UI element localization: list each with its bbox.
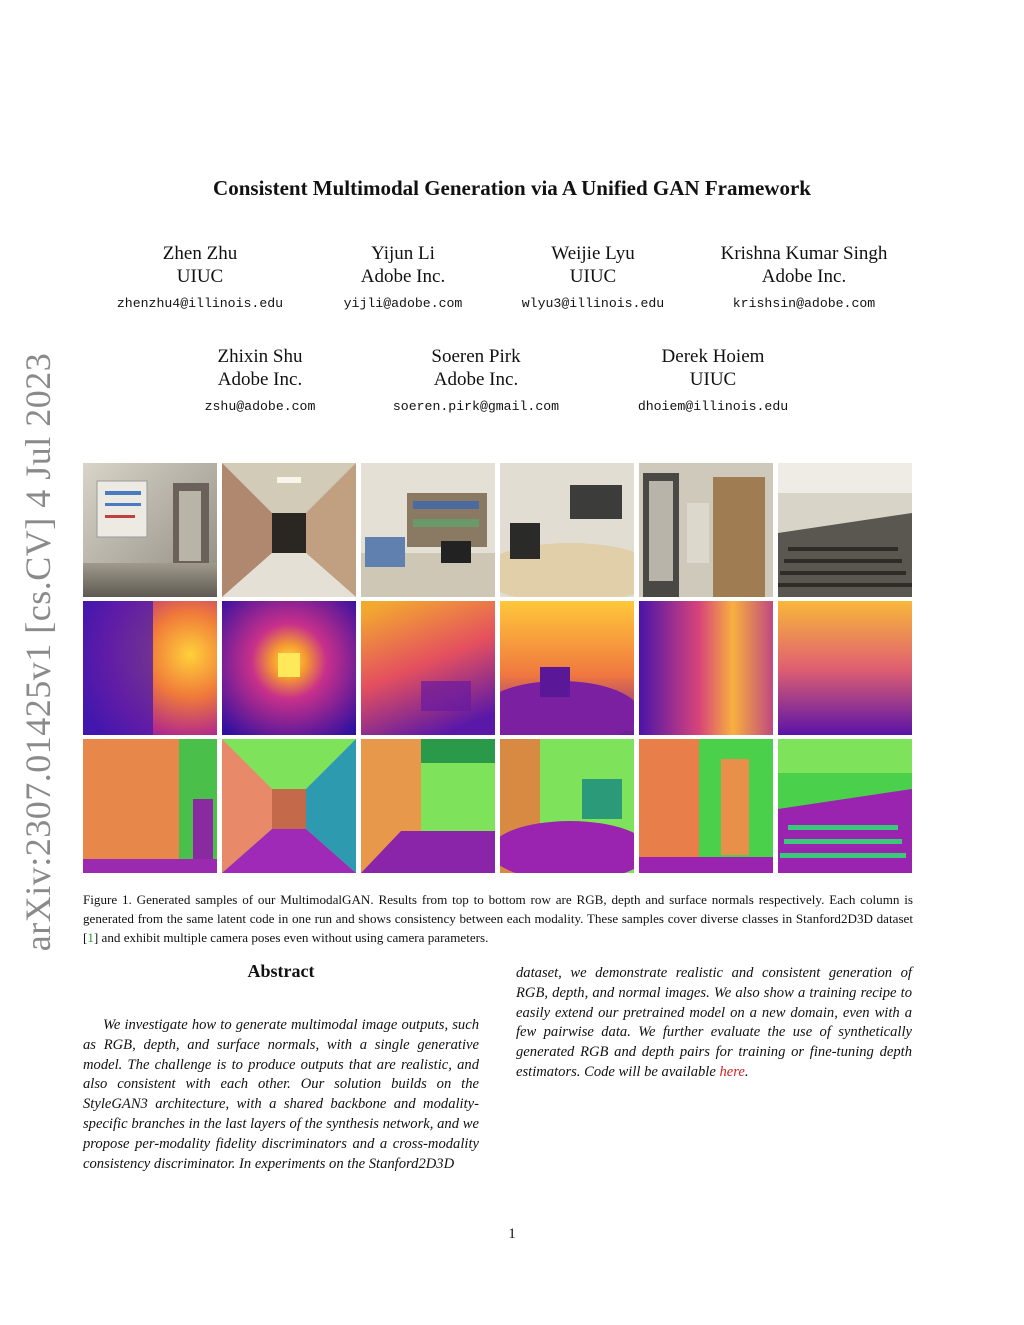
author-affiliation: Adobe Inc. — [360, 266, 446, 287]
author-block — [140, 345, 380, 414]
author-affiliation: Adobe Inc. — [761, 266, 847, 287]
author-name: Derek Hoiem — [661, 346, 765, 367]
author-email: zshu@adobe.com — [204, 399, 316, 414]
normals-sample-1 — [83, 739, 217, 873]
rgb-sample-2 — [222, 463, 356, 597]
normals-sample-3 — [361, 739, 495, 873]
author-email: yijli@adobe.com — [343, 296, 463, 311]
abstract-right-text: dataset, we demonstrate realistic and consistent generation of RGB, depth, and normal images. We also show a training recipe to easily extend our pretrained model on a new domain, even with a few pairwise data. We further evaluate the use of synthetically generated RGB and depth pairs for training or fine-tuning depth estimators. Code will be available — [516, 965, 912, 1080]
depth-sample-1 — [83, 601, 217, 735]
author-email: krishsin@adobe.com — [732, 296, 876, 311]
rgb-sample-3 — [361, 463, 495, 597]
depth-sample-3 — [361, 601, 495, 735]
normals-sample-5 — [639, 739, 773, 873]
author-name: Krishna Kumar Singh — [720, 243, 888, 264]
depth-sample-2 — [222, 601, 356, 735]
author-email: soeren.pirk@gmail.com — [392, 399, 560, 414]
citation-link[interactable]: 1 — [87, 930, 94, 945]
author-block — [473, 242, 713, 311]
caption-text-end: ] and exhibit multiple camera poses even without using camera parameters. — [93, 930, 489, 945]
code-link[interactable]: here — [719, 1063, 745, 1080]
abstract-right-column — [516, 964, 912, 1083]
page-number: 1 — [508, 1226, 516, 1242]
author-block — [356, 345, 596, 414]
figure-caption — [83, 890, 913, 947]
author-name: Zhixin Shu — [217, 346, 303, 367]
abstract-left-column: We investigate how to generate multimodal image outputs, such as RGB, depth, and surface normals, with a single generative model. The challenge is to produce outputs that are realistic, and also consistent with each other. Our solution builds on the StyleGAN3 architecture, with a shared backbone and modality-specific branches in the last layers of the synthesis network, and we propose per-modality fidelity discriminators and a cross-modality consistency discriminator. In experiments on the Stanford2D3D — [83, 1017, 479, 1172]
depth-sample-5 — [639, 601, 773, 735]
caption-text: Figure 1. Generated samples of our MultimodalGAN. Results from top to bottom row are RGB, depth and surface normals respectively. Each column is generated from the same latent code in one run and shows consistency between each modality. These samples cover diverse classes in Stanford2D3D dataset [ — [83, 892, 913, 945]
author-affiliation: UIUC — [689, 369, 737, 390]
author-name: Weijie Lyu — [551, 243, 635, 264]
arxiv-id: arXiv:2307.01425v1 [cs.CV] 4 Jul 2023 — [18, 352, 58, 952]
rgb-sample-6 — [778, 463, 912, 597]
abstract-heading: Abstract — [247, 961, 315, 981]
author-email: wlyu3@illinois.edu — [521, 296, 665, 311]
author-email: dhoiem@illinois.edu — [637, 399, 789, 414]
normals-sample-6 — [778, 739, 912, 873]
author-affiliation: Adobe Inc. — [217, 369, 303, 390]
figure-grid — [83, 463, 913, 873]
rgb-sample-5 — [639, 463, 773, 597]
author-affiliation: UIUC — [176, 266, 224, 287]
author-name: Zhen Zhu — [162, 243, 238, 264]
author-block — [593, 345, 833, 414]
normals-sample-4 — [500, 739, 634, 873]
arxiv-stamp — [12, 352, 64, 952]
author-block — [684, 242, 924, 311]
author-affiliation: Adobe Inc. — [433, 369, 519, 390]
depth-sample-6 — [778, 601, 912, 735]
author-name: Yijun Li — [371, 243, 435, 264]
rgb-sample-4 — [500, 463, 634, 597]
author-email: zhenzhu4@illinois.edu — [116, 296, 284, 311]
author-affiliation: UIUC — [569, 266, 617, 287]
normals-sample-2 — [222, 739, 356, 873]
rgb-sample-1 — [83, 463, 217, 597]
paper-title: Consistent Multimodal Generation via A Unified GAN Framework — [213, 176, 811, 200]
abstract-right-end: . — [744, 1063, 749, 1080]
depth-sample-4 — [500, 601, 634, 735]
author-name: Soeren Pirk — [431, 346, 521, 367]
